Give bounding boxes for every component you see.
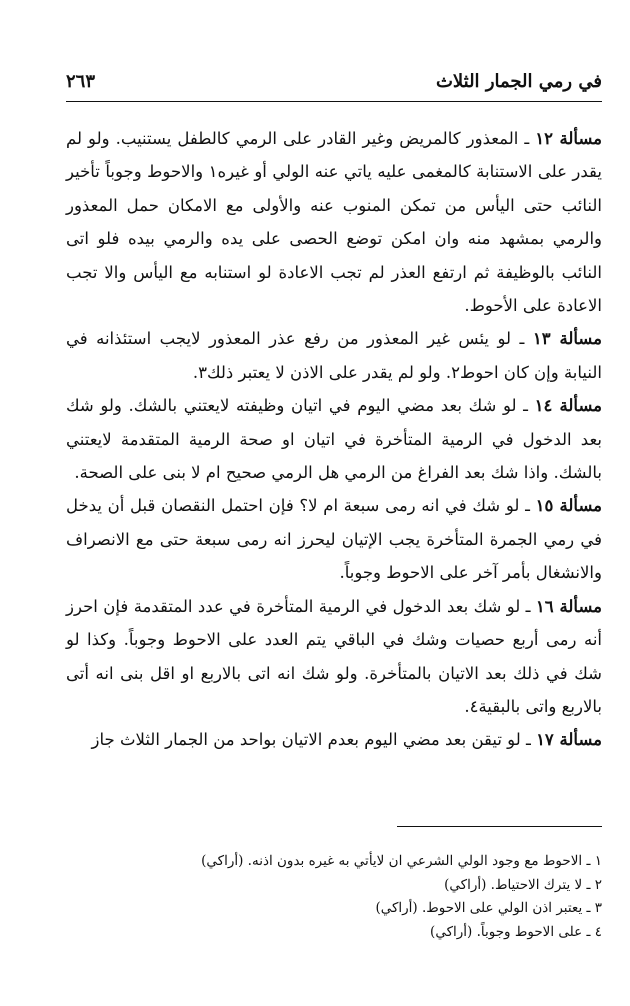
issue-text: ـ لو شك بعد الدخول في الرمية المتأخرة في عدد المتقدمة فإن احرز أنه رمى أربع حصيات وشك في الباقي يتم العدد على الاحوط وجوباً. وكذا لو شك في ذلك بعد الاتيان بالمتأخرة. ولو شك انه اتى بالاربع او اقل بنى انه أتى بالاربع واتى بالبقية٤.: [66, 596, 602, 716]
issue-label: مسألة ١٤: [534, 396, 602, 416]
running-title: في رمي الجمار الثلاث: [435, 70, 602, 92]
issue-label: مسألة ١٦: [535, 596, 603, 616]
paragraph-issue-12: [66, 122, 602, 322]
paragraph-issue-14: [66, 389, 602, 489]
issue-label: مسألة ١٢: [535, 129, 603, 148]
page-header: [66, 64, 602, 98]
footnote-rule: [397, 826, 602, 827]
footnote-1: ١ ـ الاحوط مع وجود الولي الشرعي ان لايأتي به غيره بدون اذنه. (أراكي): [201, 853, 602, 869]
issue-label: مسألة ١٣: [532, 329, 602, 349]
issue-text: ـ لو شك في انه رمى سبعة ام لا؟ فإن احتمل النقصان قبل أن يدخل في رمي الجمرة المتأخرة يجب الإتيان ليحرز انه رمى سبعة حتى مع الانصراف والانشغال بأمر آخر على الاحوط وجوباً.: [66, 496, 602, 583]
issue-label: مسألة ١٥: [535, 496, 602, 516]
header-rule: [66, 101, 602, 102]
issue-text: ـ المعذور كالمريض وغير القادر على الرمي كالطفل يستنيب. ولو لم يقدر على الاستنابة كالمغمى عليه ياتي عنه الولي أو غيره١ والاحوط وجوباً تأخير النائب حتى اليأس من تمكن المنوب عنه والأولى مع الامكان حمل المعذور والرمي بمشهد منه وان امكن توضع الحصى على يده والرمي بيده فلو اتى النائب بالوظيفة ثم ارتفع العذر لم تجب الاعادة لو استنابه مع اليأس والا تجب الاعادة على الأحوط.: [66, 129, 602, 316]
footnotes: [160, 850, 602, 944]
body-text: [66, 122, 602, 757]
footnote-4: ٤ ـ على الاحوط وجوباً. (أراكي): [430, 923, 602, 940]
footnote-2: ٢ ـ لا يترك الاحتياط. (أراكي): [444, 876, 602, 893]
issue-text: ـ لو تيقن بعد مضي اليوم بعدم الاتيان بواحد من الجمار الثلاث جاز: [91, 730, 537, 750]
issue-text: ـ لو يئس غير المعذور من رفع عذر المعذور لايجب استئذانه في النيابة وإن كان احوط٢. ولو لم يقدر على الاذن لا يعتبر ذلك٣.: [66, 329, 602, 382]
page-number: ٢٦٣: [66, 70, 96, 92]
paragraph-issue-15: [66, 489, 602, 589]
paragraph-issue-13: [66, 322, 602, 389]
issue-text: ـ لو شك بعد مضي اليوم في اتيان وظيفته لايعتني بالشك. ولو شك بعد الدخول في الرمية المتأخرة في اتيان او صحة الرمية المتقدمة لايعتني بالشك. واذا شك بعد الفراغ من الرمي هل الرمي صحيح ام لا بنى على الصحة.: [66, 396, 602, 483]
paragraph-issue-16: [66, 590, 602, 724]
paragraph-issue-17: [66, 723, 602, 756]
issue-label: مسألة ١٧: [536, 730, 602, 750]
footnote-3: ٣ ـ يعتبر اذن الولي على الاحوط. (أراكي): [375, 900, 602, 916]
